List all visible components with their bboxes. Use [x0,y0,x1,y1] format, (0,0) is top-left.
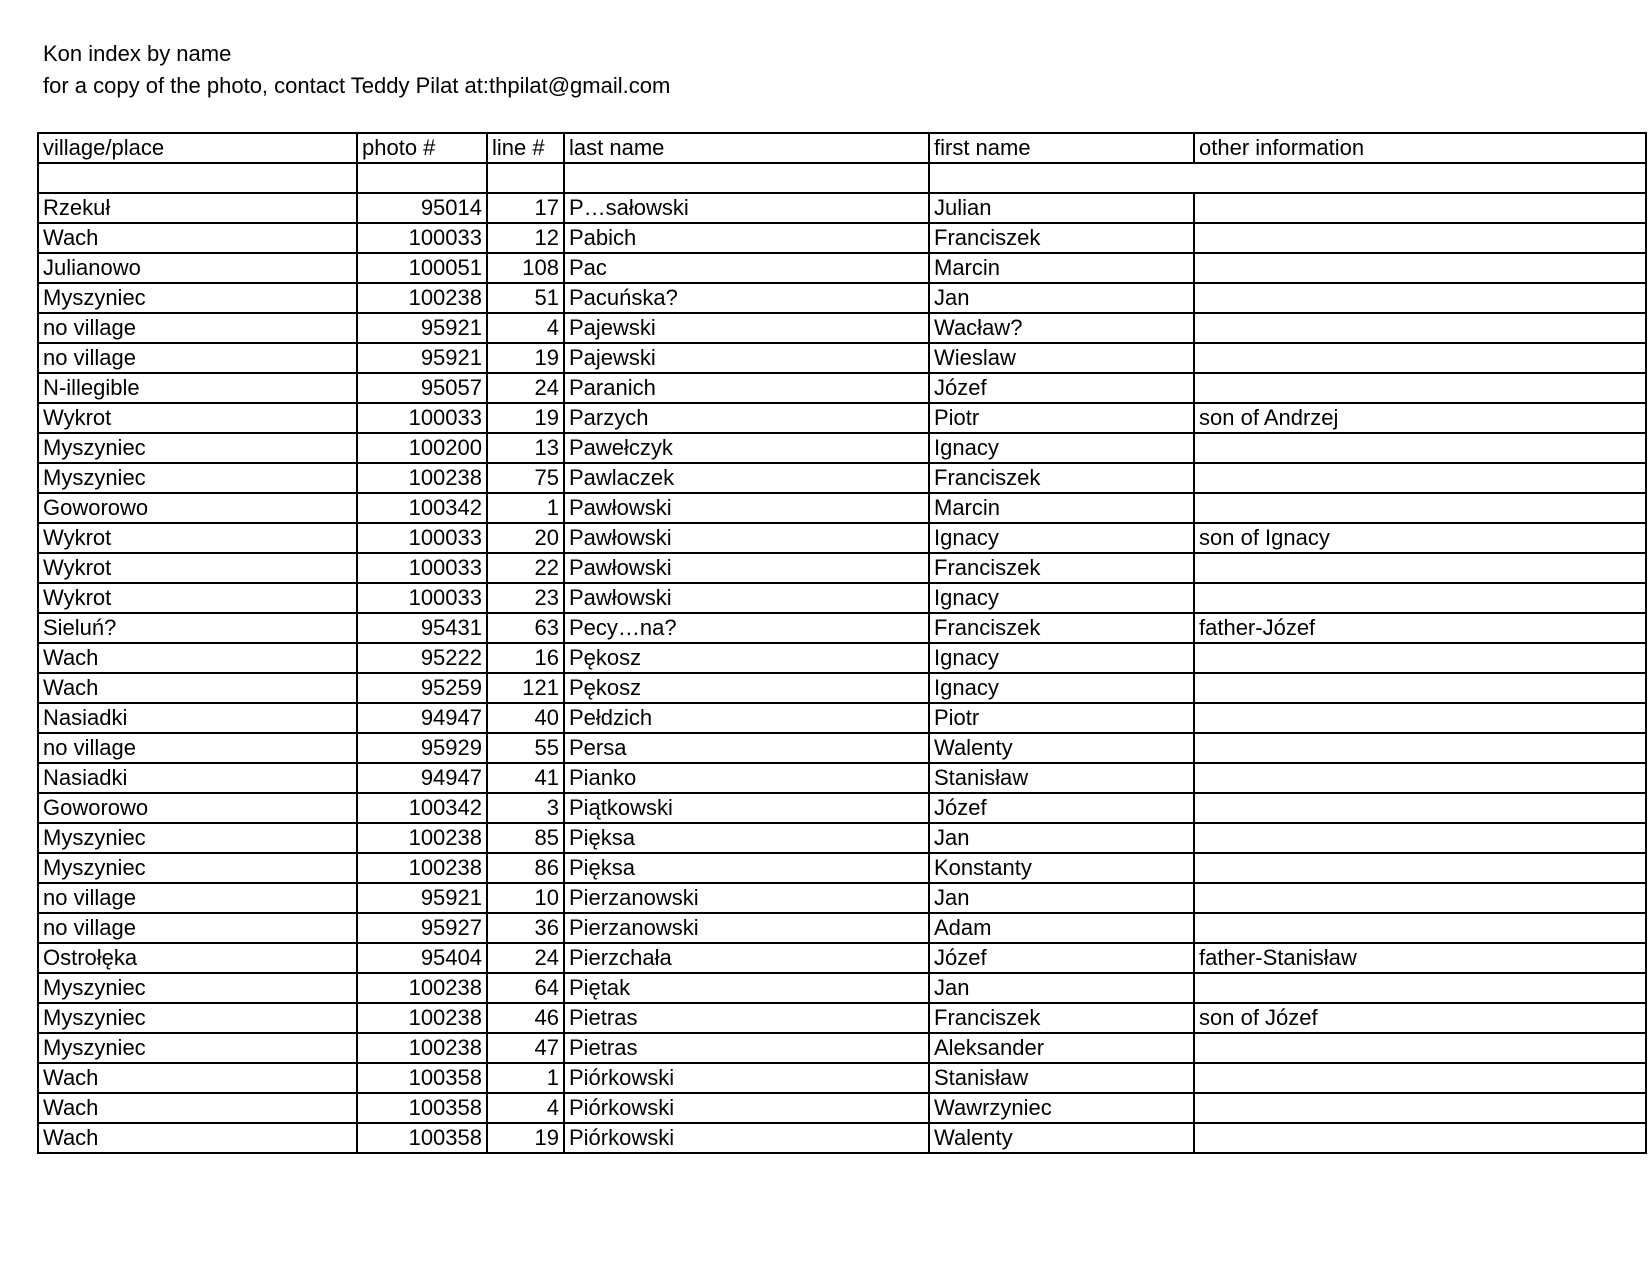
cell-last-name: Parzych [564,403,929,433]
cell-village: Goworowo [38,793,357,823]
blank-cell [38,163,357,193]
cell-first-name: Józef [929,793,1194,823]
cell-line-number: 17 [487,193,564,223]
cell-line-number: 10 [487,883,564,913]
cell-photo-number: 100033 [357,553,487,583]
table-row [38,763,1646,793]
cell-other-info [1194,823,1646,853]
cell-village: Wykrot [38,583,357,613]
cell-line-number: 108 [487,253,564,283]
cell-first-name: Ignacy [929,433,1194,463]
cell-photo-number: 100238 [357,1033,487,1063]
cell-village: Wach [38,223,357,253]
cell-line-number: 46 [487,1003,564,1033]
table-row [38,1063,1646,1093]
cell-last-name: Pajewski [564,313,929,343]
table-row [38,253,1646,283]
name-index-table [37,132,1647,1154]
cell-village: Wykrot [38,553,357,583]
cell-village: Rzekuł [38,193,357,223]
cell-line-number: 75 [487,463,564,493]
cell-line-number: 64 [487,973,564,1003]
cell-last-name: Pawłowski [564,553,929,583]
cell-other-info [1194,1093,1646,1123]
cell-last-name: Pełdzich [564,703,929,733]
cell-village: no village [38,313,357,343]
cell-photo-number: 100200 [357,433,487,463]
cell-last-name: Pięksa [564,823,929,853]
cell-line-number: 19 [487,403,564,433]
table-row [38,403,1646,433]
cell-first-name: Franciszek [929,1003,1194,1033]
cell-line-number: 16 [487,643,564,673]
cell-photo-number: 100033 [357,403,487,433]
cell-line-number: 4 [487,1093,564,1123]
cell-first-name: Józef [929,373,1194,403]
table-row [38,673,1646,703]
cell-line-number: 3 [487,793,564,823]
cell-photo-number: 95222 [357,643,487,673]
cell-other-info [1194,973,1646,1003]
cell-first-name: Franciszek [929,223,1194,253]
cell-first-name: Stanisław [929,763,1194,793]
cell-other-info [1194,553,1646,583]
cell-first-name: Marcin [929,493,1194,523]
table-row [38,643,1646,673]
cell-photo-number: 94947 [357,703,487,733]
document-heading [43,38,670,102]
cell-photo-number: 100358 [357,1063,487,1093]
cell-photo-number: 100358 [357,1123,487,1153]
cell-village: Ostrołęka [38,943,357,973]
cell-line-number: 41 [487,763,564,793]
table-row [38,583,1646,613]
cell-line-number: 121 [487,673,564,703]
cell-photo-number: 95057 [357,373,487,403]
cell-last-name: Pietras [564,1003,929,1033]
cell-photo-number: 95929 [357,733,487,763]
cell-village: Myszyniec [38,973,357,1003]
table-row [38,853,1646,883]
cell-other-info [1194,583,1646,613]
table-row [38,913,1646,943]
cell-line-number: 55 [487,733,564,763]
cell-photo-number: 95014 [357,193,487,223]
cell-village: Wach [38,1063,357,1093]
cell-first-name: Wawrzyniec [929,1093,1194,1123]
cell-last-name: Persa [564,733,929,763]
table-row [38,973,1646,1003]
cell-other-info [1194,793,1646,823]
cell-photo-number: 100238 [357,823,487,853]
cell-other-info [1194,1063,1646,1093]
cell-first-name: Józef [929,943,1194,973]
cell-last-name: Pianko [564,763,929,793]
cell-village: no village [38,883,357,913]
cell-other-info [1194,223,1646,253]
cell-village: Myszyniec [38,433,357,463]
column-header-last-name: last name [564,133,929,163]
cell-village: Nasiadki [38,703,357,733]
cell-line-number: 1 [487,493,564,523]
cell-other-info [1194,913,1646,943]
cell-photo-number: 100358 [357,1093,487,1123]
blank-cell [929,163,1194,193]
cell-last-name: Pięksa [564,853,929,883]
cell-photo-number: 95921 [357,313,487,343]
cell-village: Wach [38,643,357,673]
cell-last-name: Pawlaczek [564,463,929,493]
table-row [38,1033,1646,1063]
cell-other-info [1194,763,1646,793]
cell-line-number: 13 [487,433,564,463]
cell-village: Myszyniec [38,283,357,313]
cell-photo-number: 100238 [357,1003,487,1033]
cell-village: Sieluń? [38,613,357,643]
cell-first-name: Piotr [929,403,1194,433]
cell-other-info [1194,253,1646,283]
cell-line-number: 12 [487,223,564,253]
cell-last-name: Piątkowski [564,793,929,823]
table-row [38,883,1646,913]
cell-other-info: father-Stanisław [1194,943,1646,973]
contact-line: for a copy of the photo, contact Teddy Pilat at:thpilat@gmail.com [43,73,671,98]
cell-line-number: 1 [487,1063,564,1093]
cell-village: no village [38,913,357,943]
column-header-other-info: other information [1194,133,1646,163]
cell-village: N-illegible [38,373,357,403]
cell-other-info [1194,493,1646,523]
cell-other-info [1194,373,1646,403]
blank-cell [1194,163,1646,193]
cell-village: Myszyniec [38,823,357,853]
cell-line-number: 24 [487,943,564,973]
cell-line-number: 63 [487,613,564,643]
blank-cell [564,163,929,193]
cell-photo-number: 100238 [357,973,487,1003]
cell-photo-number: 95927 [357,913,487,943]
cell-line-number: 19 [487,343,564,373]
cell-last-name: Piórkowski [564,1123,929,1153]
cell-line-number: 86 [487,853,564,883]
cell-other-info [1194,703,1646,733]
table-row [38,463,1646,493]
cell-first-name: Franciszek [929,463,1194,493]
cell-photo-number: 100051 [357,253,487,283]
table-row [38,1003,1646,1033]
cell-village: Wach [38,673,357,703]
cell-first-name: Jan [929,883,1194,913]
cell-village: Wach [38,1123,357,1153]
table-row [38,613,1646,643]
cell-line-number: 4 [487,313,564,343]
cell-last-name: Pawłowski [564,493,929,523]
cell-first-name: Wieslaw [929,343,1194,373]
cell-first-name: Ignacy [929,673,1194,703]
cell-last-name: Pajewski [564,343,929,373]
cell-last-name: Piórkowski [564,1063,929,1093]
table-row [38,1123,1646,1153]
cell-line-number: 85 [487,823,564,853]
table-row [38,283,1646,313]
cell-village: Wykrot [38,403,357,433]
cell-first-name: Ignacy [929,643,1194,673]
cell-last-name: Pierzanowski [564,913,929,943]
cell-first-name: Franciszek [929,553,1194,583]
cell-photo-number: 94947 [357,763,487,793]
cell-photo-number: 95431 [357,613,487,643]
cell-last-name: Pierzchała [564,943,929,973]
blank-cell [357,163,487,193]
column-header-village: village/place [38,133,357,163]
cell-line-number: 20 [487,523,564,553]
column-header-line: line # [487,133,564,163]
cell-last-name: Pecy…na? [564,613,929,643]
table-blank-row [38,163,1646,193]
table-row [38,553,1646,583]
cell-other-info [1194,1033,1646,1063]
table-row [38,223,1646,253]
cell-first-name: Jan [929,823,1194,853]
cell-last-name: Pietras [564,1033,929,1063]
blank-cell [487,163,564,193]
cell-photo-number: 100238 [357,463,487,493]
cell-first-name: Ignacy [929,523,1194,553]
cell-other-info: father-Józef [1194,613,1646,643]
cell-photo-number: 100342 [357,493,487,523]
cell-other-info: son of Józef [1194,1003,1646,1033]
table-row [38,493,1646,523]
cell-other-info [1194,733,1646,763]
cell-last-name: Pękosz [564,673,929,703]
cell-first-name: Piotr [929,703,1194,733]
cell-village: Myszyniec [38,1003,357,1033]
table-row [38,433,1646,463]
cell-first-name: Jan [929,973,1194,1003]
cell-other-info [1194,883,1646,913]
cell-photo-number: 100033 [357,223,487,253]
table-row [38,313,1646,343]
cell-line-number: 23 [487,583,564,613]
column-header-first-name: first name [929,133,1194,163]
cell-last-name: Paranich [564,373,929,403]
document-title: Kon index by name [43,41,232,66]
cell-village: Myszyniec [38,853,357,883]
cell-line-number: 19 [487,1123,564,1153]
cell-other-info [1194,433,1646,463]
cell-other-info [1194,1123,1646,1153]
cell-line-number: 47 [487,1033,564,1063]
cell-first-name: Ignacy [929,583,1194,613]
cell-first-name: Walenty [929,1123,1194,1153]
table-row [38,343,1646,373]
cell-village: Myszyniec [38,1033,357,1063]
cell-photo-number: 100238 [357,283,487,313]
cell-photo-number: 100238 [357,853,487,883]
cell-other-info [1194,463,1646,493]
cell-line-number: 22 [487,553,564,583]
table-row [38,373,1646,403]
table-row [38,943,1646,973]
cell-village: no village [38,733,357,763]
cell-last-name: Pawłowski [564,583,929,613]
cell-village: Wach [38,1093,357,1123]
cell-first-name: Marcin [929,253,1194,283]
cell-last-name: Pawłowski [564,523,929,553]
cell-photo-number: 100033 [357,583,487,613]
table-row [38,703,1646,733]
cell-first-name: Jan [929,283,1194,313]
cell-other-info [1194,313,1646,343]
cell-photo-number: 100342 [357,793,487,823]
cell-other-info [1194,193,1646,223]
cell-village: Myszyniec [38,463,357,493]
cell-village: no village [38,343,357,373]
table-row [38,523,1646,553]
cell-photo-number: 95404 [357,943,487,973]
cell-village: Goworowo [38,493,357,523]
cell-last-name: P…sałowski [564,193,929,223]
cell-first-name: Aleksander [929,1033,1194,1063]
cell-last-name: Piórkowski [564,1093,929,1123]
table-row [38,733,1646,763]
cell-first-name: Franciszek [929,613,1194,643]
cell-first-name: Walenty [929,733,1194,763]
cell-line-number: 24 [487,373,564,403]
column-header-photo: photo # [357,133,487,163]
cell-other-info [1194,343,1646,373]
cell-last-name: Pękosz [564,643,929,673]
table-row [38,193,1646,223]
table-header-row [38,133,1646,163]
cell-last-name: Pabich [564,223,929,253]
cell-last-name: Pawełczyk [564,433,929,463]
cell-first-name: Julian [929,193,1194,223]
table-row [38,823,1646,853]
cell-last-name: Pierzanowski [564,883,929,913]
table-row [38,793,1646,823]
cell-photo-number: 95921 [357,883,487,913]
cell-other-info [1194,643,1646,673]
cell-village: Julianowo [38,253,357,283]
cell-other-info: son of Ignacy [1194,523,1646,553]
cell-line-number: 36 [487,913,564,943]
cell-first-name: Wacław? [929,313,1194,343]
cell-line-number: 51 [487,283,564,313]
cell-first-name: Adam [929,913,1194,943]
cell-village: Nasiadki [38,763,357,793]
cell-last-name: Pacuńska? [564,283,929,313]
cell-first-name: Konstanty [929,853,1194,883]
cell-other-info [1194,283,1646,313]
cell-line-number: 40 [487,703,564,733]
cell-last-name: Piętak [564,973,929,1003]
cell-other-info [1194,853,1646,883]
cell-first-name: Stanisław [929,1063,1194,1093]
table-row [38,1093,1646,1123]
cell-photo-number: 100033 [357,523,487,553]
cell-photo-number: 95259 [357,673,487,703]
cell-last-name: Pac [564,253,929,283]
cell-other-info: son of Andrzej [1194,403,1646,433]
cell-other-info [1194,673,1646,703]
cell-village: Wykrot [38,523,357,553]
cell-photo-number: 95921 [357,343,487,373]
